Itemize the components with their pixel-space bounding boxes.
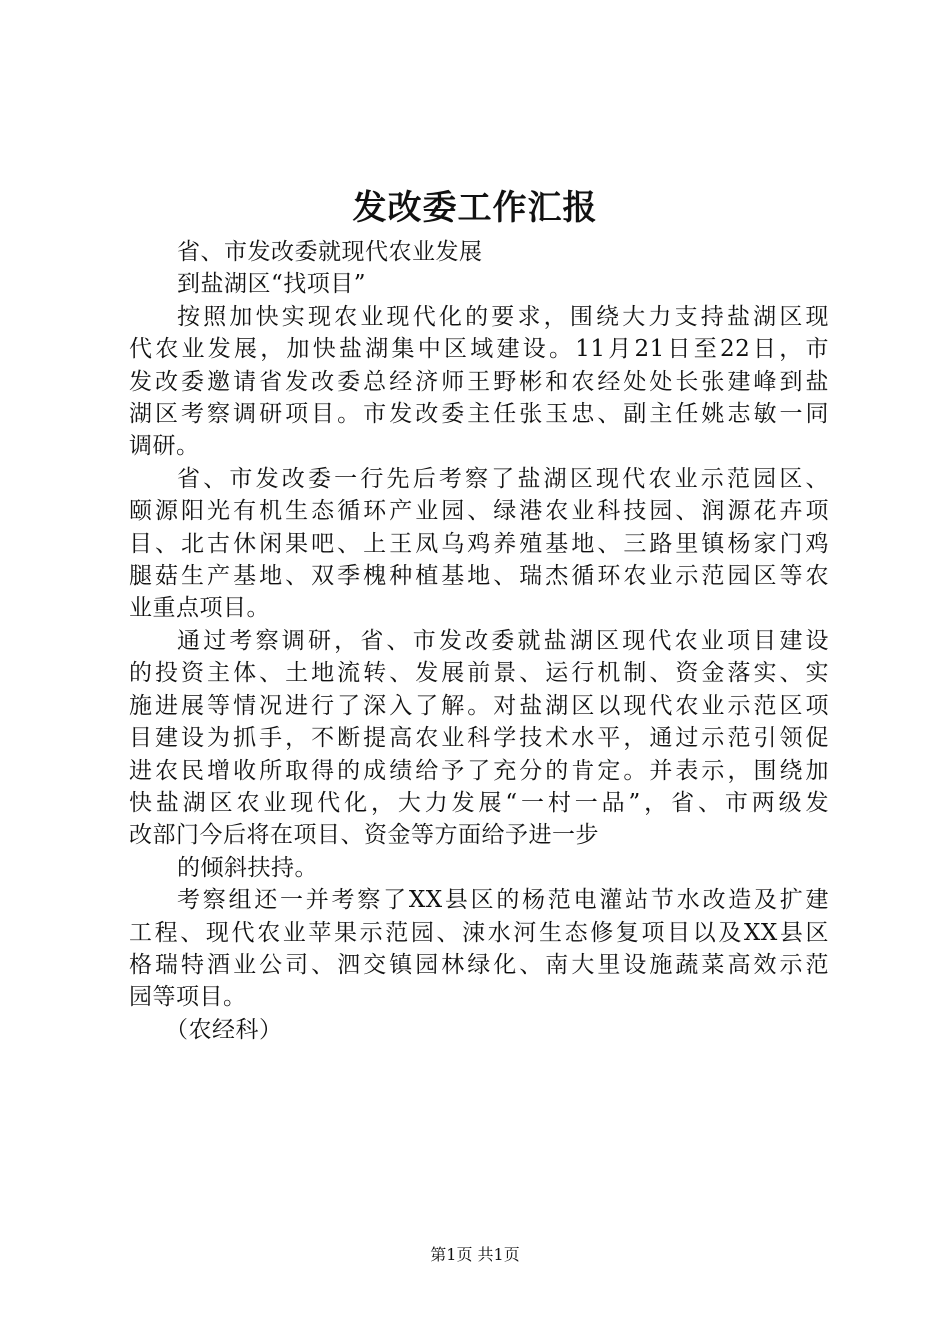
body-line: 园等项目。	[129, 984, 247, 1011]
body-line: 到盐湖区“找项目”	[177, 271, 367, 298]
body-line: 快盐湖区农业现代化，大力发展“一村一品”，省、市两级发	[129, 789, 829, 816]
page-number-label: 第1页 共1页	[430, 1245, 520, 1264]
body-line: 腿菇生产基地、双季槐种植基地、瑞杰循环农业示范园区等农	[129, 563, 829, 590]
body-line: 省、市发改委就现代农业发展	[177, 239, 483, 265]
body-line: 省、市发改委一行先后考察了盐湖区现代农业示范园区、	[177, 465, 829, 492]
body-line: 通过考察调研，省、市发改委就盐湖区现代农业项目建设	[177, 627, 829, 654]
body-line: 施进展等情况进行了深入了解。对盐湖区以现代农业示范区项	[129, 692, 829, 719]
body-line: 调研。	[129, 433, 200, 460]
body-line: 改部门今后将在项目、资金等方面给予进一步	[129, 822, 599, 849]
page-footer	[0, 1244, 950, 1266]
body-line: 目建设为抓手，不断提高农业科学技术水平，通过示范引领促	[129, 725, 829, 752]
body-line: 发改委邀请省发改委总经济师王野彬和农经处处长张建峰到盐	[129, 368, 829, 395]
body-line: 格瑞特酒业公司、泗交镇园林绿化、南大里设施蔬菜高效示范	[129, 951, 829, 978]
body-line: 业重点项目。	[129, 595, 270, 622]
body-line: 工程、现代农业苹果示范园、涑水河生态修复项目以及XX县区	[129, 919, 829, 946]
body-line: 考察组还一并考察了XX县区的杨范电灌站节水改造及扩建	[177, 887, 829, 914]
body-line: 目、北古休闲果吧、上王凤乌鸡养殖基地、三路里镇杨家门鸡	[129, 530, 829, 557]
body-line: 按照加快实现农业现代化的要求，围绕大力支持盐湖区现	[177, 303, 829, 330]
body-line: 的投资主体、土地流转、发展前景、运行机制、资金落实、实	[129, 660, 829, 687]
body-line: 的倾斜扶持。	[177, 854, 318, 881]
body-line: 代农业发展，加快盐湖集中区域建设。11月21日至22日，市	[129, 336, 829, 363]
body-line: 颐源阳光有机生态循环产业园、绿港农业科技园、润源花卉项	[129, 498, 829, 525]
page-title: 发改委工作汇报	[352, 188, 598, 228]
body-line: （农经科）	[165, 1016, 283, 1043]
body-line: 湖区考察调研项目。市发改委主任张玉忠、副主任姚志敏一同	[129, 401, 829, 428]
body-line: 进农民增收所取得的成绩给予了充分的肯定。并表示，围绕加	[129, 757, 829, 784]
document-body	[129, 236, 829, 1046]
